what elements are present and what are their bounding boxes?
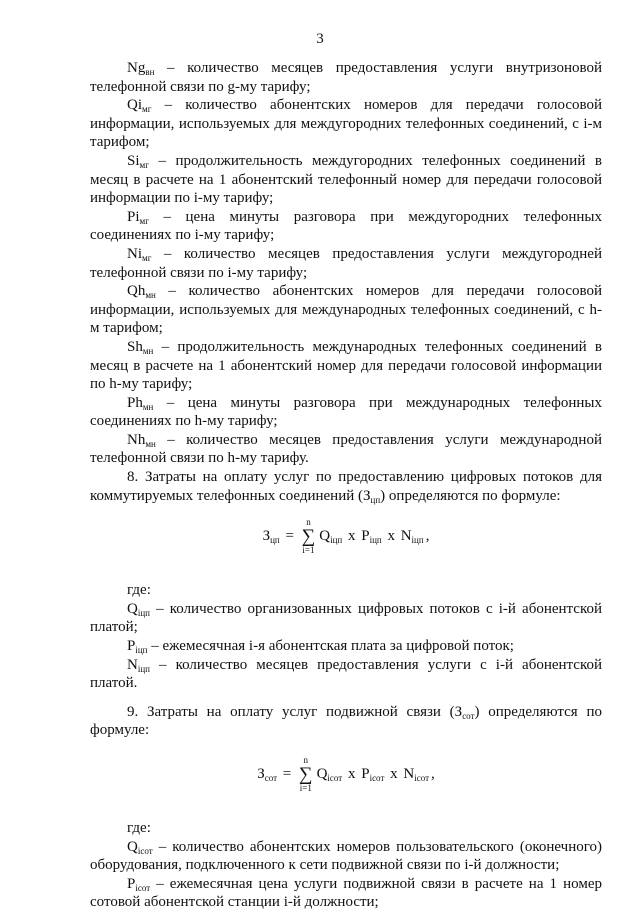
definition-symbol: $Ph_{мн}$ xyxy=(127,394,154,412)
formula-equals: = xyxy=(279,766,296,783)
formula-equals: = xyxy=(281,528,298,545)
definition-symbol: $Sh_{мн}$ xyxy=(127,338,154,356)
definition-p-isot xyxy=(90,875,602,912)
definition-text: – количество месяцев предоставления услуги междугородней телефонной связи по i-му тарифу; xyxy=(90,245,602,281)
definition-symbol: $P_{iцп}$ xyxy=(127,638,148,656)
definition-text: – количество месяцев предоставления услуги внутризоновой телефонной связи по g-му тарифу; xyxy=(90,60,602,95)
formula-multiply: x xyxy=(344,528,360,545)
definition-text: – количество абонентских номеров для передачи голосовой информации, используемых для междугородних телефонных соединений, с i-м тарифом; xyxy=(90,97,602,151)
summation-sign: n ∑ i=1 xyxy=(299,755,313,793)
definition-q-icp xyxy=(90,600,602,637)
definition-symbol: $Q_{iцп}$ xyxy=(127,600,150,618)
formula-mobile xyxy=(90,756,602,793)
definition-nh-mn xyxy=(90,431,602,468)
definition-text: – продолжительность междугородних телефонных соединений в месяц в расчете на 1 абонентский телефонный номер для передачи голосовой информации по i-му тарифу; xyxy=(90,152,602,207)
definition-text: – ежемесячная i-я абонентская плата за цифровой поток; xyxy=(147,638,514,655)
definition-pi-mg xyxy=(90,208,602,245)
definition-qh-mn xyxy=(90,282,602,338)
definition-symbol: $Q_{iсот}$ xyxy=(127,838,153,856)
definition-text: – цена минуты разговора при междугородних телефонных соединениях по i-му тарифу; xyxy=(90,208,602,244)
definition-p-icp xyxy=(90,637,602,656)
definition-symbol: $Ni_{мг}$ xyxy=(127,245,152,263)
definition-symbol: $Si_{мг}$ xyxy=(127,152,149,170)
definition-ng-vn xyxy=(90,59,602,96)
definition-text: – количество абонентских номеров пользовательского (оконечного) оборудования, подключенного к сети подвижной связи по i-й должности; xyxy=(90,838,602,874)
definition-text: – ежемесячная цена услуги подвижной связи в расчете на 1 номер сотовой абонентской станции i-й должности; xyxy=(90,875,602,911)
definition-text: – количество организованных цифровых потоков с i-й абонентской платой; xyxy=(90,600,602,636)
definition-symbol: $P_{iсот}$ xyxy=(127,875,151,893)
formula-term-p: $P_{iцп}$ xyxy=(361,528,382,546)
where-label: где: xyxy=(127,820,151,836)
definition-text: – продолжительность международных телефонных соединений в месяц в расчете на 1 абонентский номер для передачи голосовой информации по h-му тарифу; xyxy=(90,338,602,393)
definition-text: – количество абонентских номеров для передачи голосовой информации, используемых для международных телефонных соединений, с h-м тарифом; xyxy=(90,283,602,337)
definition-si-mg xyxy=(90,152,602,208)
definition-text: – количество месяцев предоставления услуги с i-й абонентской платой. xyxy=(90,656,602,692)
formula-term-p: $P_{iсот}$ xyxy=(361,766,385,784)
definition-text: – количество месяцев предоставления услуги международной телефонной связи по h-му тарифу. xyxy=(90,431,602,467)
definition-q-isot xyxy=(90,838,602,875)
section-9-paragraph: 9. Затраты на оплату услуг подвижной связи $(З_{сот})$ определяются по формуле: xyxy=(90,703,602,739)
formula-multiply: x xyxy=(344,766,360,783)
formula-term-n: $N_{iцп}$ xyxy=(400,528,424,546)
definitions-list-9 xyxy=(90,838,602,912)
definition-symbol: $Qh_{мн}$ xyxy=(127,283,156,301)
definitions-list-top xyxy=(90,59,602,468)
definition-symbol: $N_{iцп}$ xyxy=(127,656,150,674)
formula-lhs: $З_{сот}$ xyxy=(257,766,278,784)
formula-lhs: $З_{цп}$ xyxy=(262,528,280,546)
formula-digital-streams xyxy=(90,518,602,555)
definition-symbol: $Qi_{мг}$ xyxy=(127,97,152,115)
formula-multiply: x xyxy=(383,528,399,545)
definition-text: – цена минуты разговора при международных телефонных соединениях по h-му тарифу; xyxy=(90,394,602,430)
definition-symbol: $Nh_{мн}$ xyxy=(127,431,156,449)
section-8-paragraph: 8. Затраты на оплату услуг по предоставлению цифровых потоков для коммутируемых телефонных соединений $(З_{цп})$ определяются по формуле: xyxy=(90,469,602,505)
formula-comma: , xyxy=(425,528,430,545)
summation-sign: n ∑ i=1 xyxy=(301,517,316,556)
definition-ph-mn xyxy=(90,394,602,431)
formula-term-q: $Q_{iцп}$ xyxy=(319,528,343,546)
definitions-list-8 xyxy=(90,600,602,693)
definition-ni-mg xyxy=(90,245,602,282)
definition-n-icp xyxy=(90,656,602,693)
document-body xyxy=(90,59,602,912)
where-label: где: xyxy=(127,582,151,599)
formula-comma: , xyxy=(431,766,435,783)
definition-symbol: $Ng_{вн}$ xyxy=(127,60,155,77)
definition-sh-mn xyxy=(90,338,602,394)
formula-term-n: $N_{iсот}$ xyxy=(403,766,430,784)
page-number: 3 xyxy=(316,31,324,47)
definition-qi-mg xyxy=(90,96,602,152)
definition-symbol: $Pi_{мг}$ xyxy=(127,208,149,226)
formula-multiply: x xyxy=(386,766,402,783)
formula-term-q: $Q_{iсот}$ xyxy=(316,766,343,784)
